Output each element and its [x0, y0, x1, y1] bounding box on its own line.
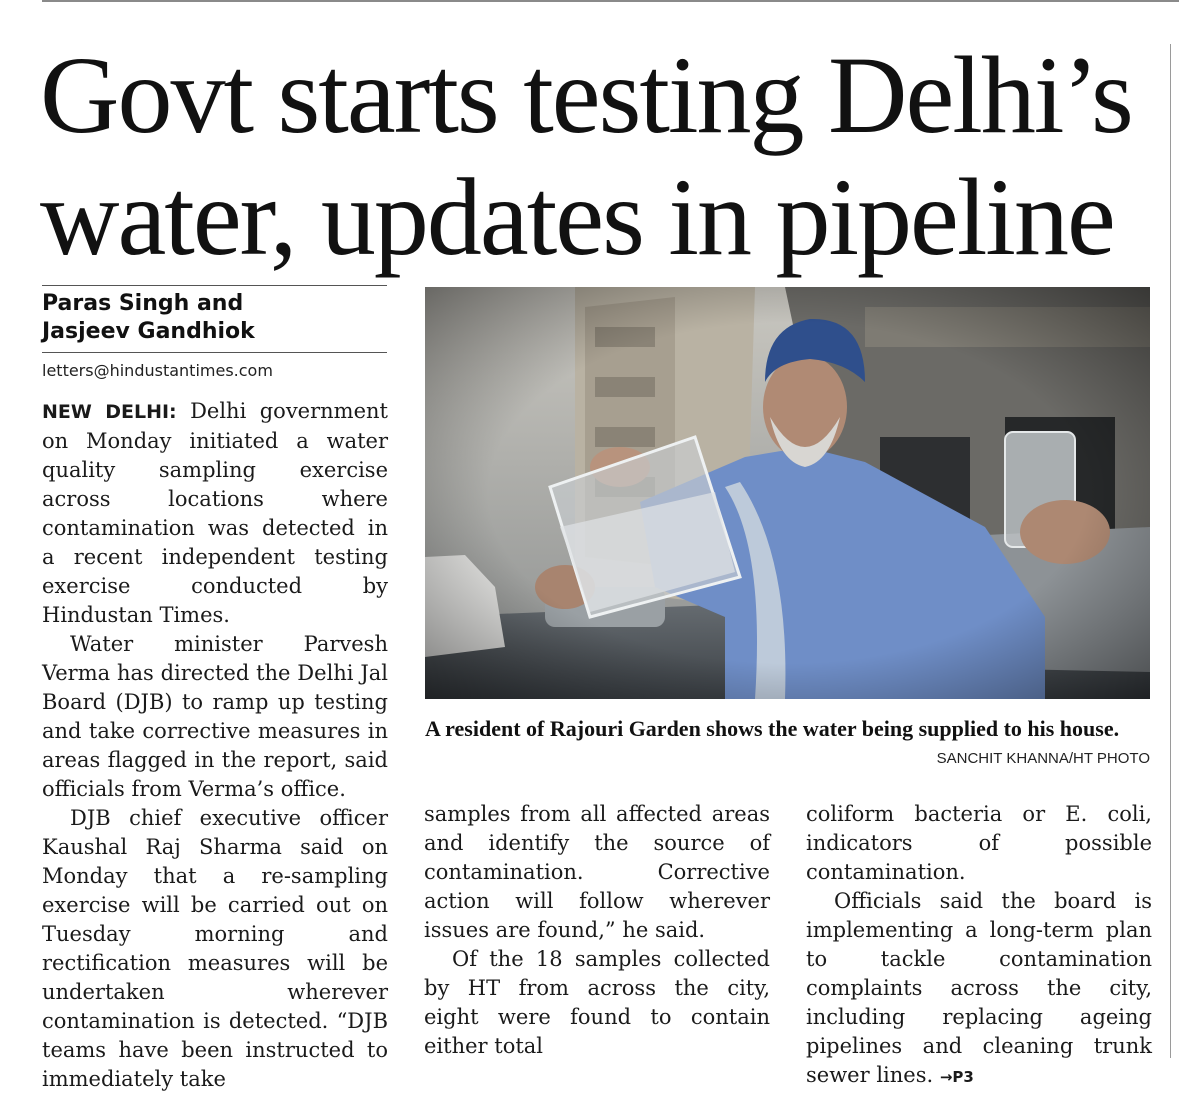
article-paragraph: samples from all affected areas and identify the source of contamination. Corrective action will follow wherever issues are found,” he said.	[424, 802, 770, 942]
article-column-1	[42, 397, 388, 1094]
article-paragraph: coliform bacteria or E. coli, indicators of possible contamination.	[806, 802, 1152, 884]
article-paragraph: DJB chief executive officer Kaushal Raj Sharma said on Monday that a re-sampling exercise will be carried out on Tuesday morning and rectification measures will be undertaken wherever contamination is detected. “DJB teams have been instructed to immediately take	[42, 806, 388, 1091]
photo-illustration	[425, 287, 1150, 699]
photo-caption: A resident of Rajouri Garden shows the water being supplied to his house.	[425, 716, 1120, 741]
article-paragraph: Of the 18 samples collected by HT from across the city, eight were found to contain either total	[424, 947, 770, 1058]
headline: Govt starts testing Delhi’s water, updates in pipeline	[40, 34, 1132, 278]
article-paragraph	[42, 397, 388, 630]
jump-link[interactable]: →P3	[939, 1068, 974, 1086]
byline-author-2: Jasjeev Gandhiok	[42, 319, 255, 344]
author-email[interactable]: letters@hindustantimes.com	[42, 361, 273, 380]
article-column-2	[424, 800, 770, 1061]
article-paragraph	[806, 887, 1152, 1092]
byline-rule	[42, 285, 387, 286]
byline-rule	[42, 352, 387, 353]
paragraph-text: Delhi government on Monday initiated a water quality sampling exercise across locations where contamination was detected in a recent independent testing exercise conducted by Hindustan Times.	[42, 399, 388, 627]
photo-credit: SANCHIT KHANNA/HT PHOTO	[936, 750, 1150, 767]
byline	[42, 290, 387, 346]
dateline: NEW DELHI:	[42, 401, 177, 423]
column-rule	[1170, 44, 1171, 1058]
article-column-3	[806, 800, 1152, 1092]
top-rule	[42, 0, 1179, 2]
paragraph-text: Officials said the board is implementing a long-term plan to tackle contamination complaints across the city, including replacing ageing pipelines and cleaning trunk sewer lines.	[806, 889, 1152, 1087]
news-photo	[425, 287, 1150, 699]
article-paragraph: Water minister Parvesh Verma has directed the Delhi Jal Board (DJB) to ramp up testing and take corrective measures in areas flagged in the report, said officials from Verma’s office.	[42, 632, 388, 801]
byline-author-1: Paras Singh and	[42, 291, 244, 316]
